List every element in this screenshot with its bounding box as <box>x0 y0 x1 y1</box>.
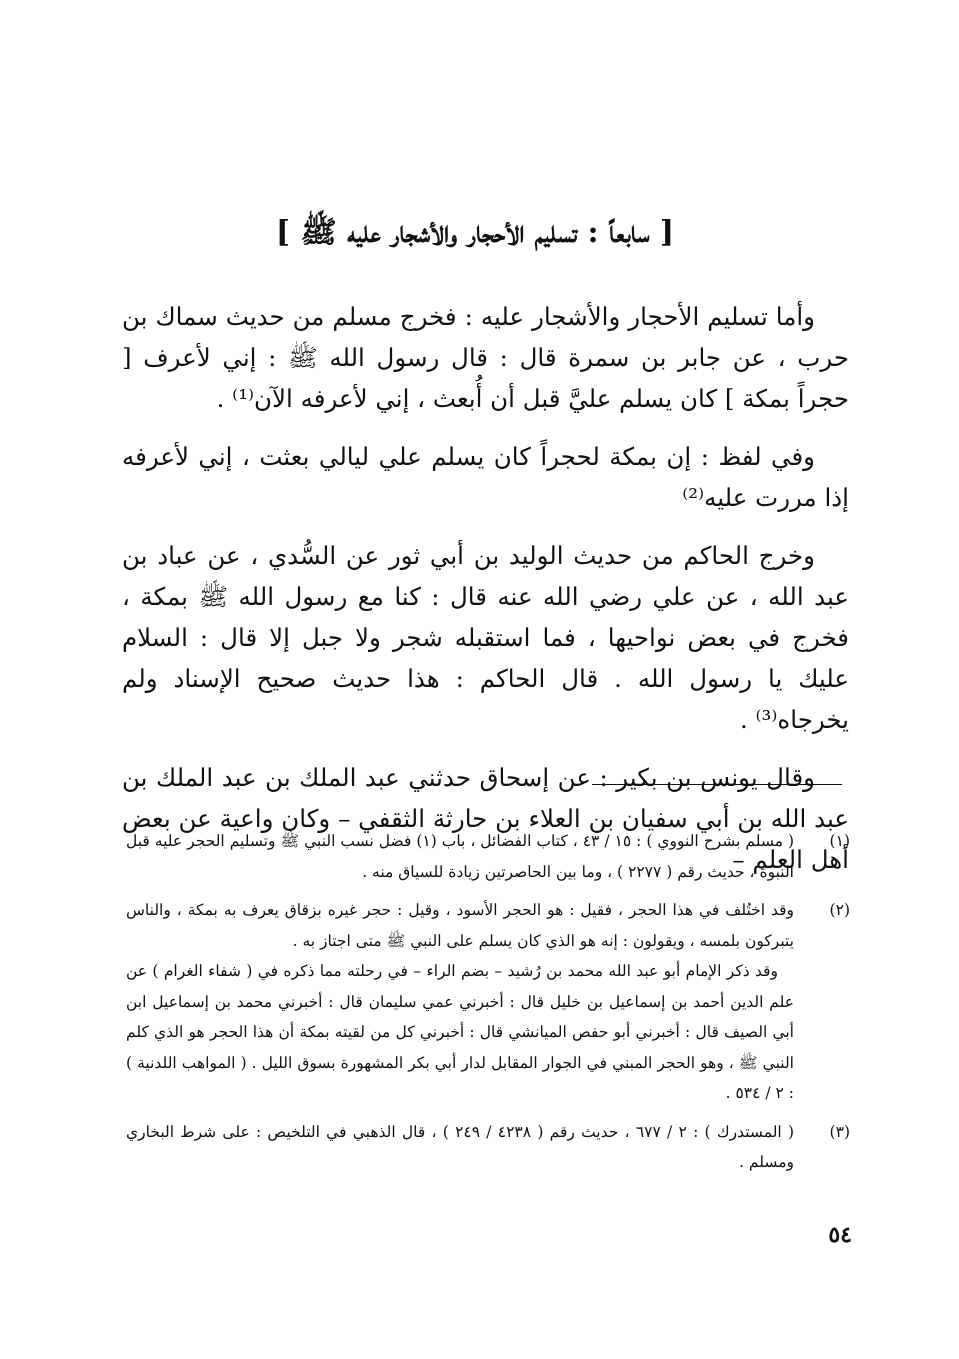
footnote-text <box>126 826 794 887</box>
footnote-separator <box>592 784 842 785</box>
footnote-line: وقد اختُلف في هذا الحجر ، فقيل : هو الحجر الأسود ، وقيل : حجر غيره بزقاق يعرف به بمكة ، والناس يتبركون بلمسه ، ويقولون : إنه هو الذي كان يسلم على النبي ﷺ متى اجتاز به . <box>126 901 794 950</box>
paragraph: وخرج الحاكم من حديث الوليد بن أبي ثور عن السُّدي ، عن عباد بن عبد الله ، عن علي رضي الله عنه قال : كنا مع رسول الله ﷺ بمكة ، فخرج في بعض نواحيها ، فما استقبله شجر ولا جبل إلا قال : السلام عليك يا رسول الله . قال الحاكم : هذا حديث صحيح الإسناد ولم يخرجاه⁽³⁾ . <box>122 541 849 734</box>
paragraph: وأما تسليم الأحجار والأشجار عليه : فخرج مسلم من حديث سماك بن حرب ، عن جابر بن سمرة قال : قال رسول الله ﷺ : إني لأعرف [ حجراً بمكة ] كان يسلم عليَّ قبل أن أُبعث ، إني لأعرفه الآن⁽¹⁾ . <box>122 302 849 413</box>
footnote-number: (٢) <box>829 901 850 919</box>
section-heading: [ سابعاً : تسليم الأحجار والأشجار عليه ﷺ ] <box>275 215 675 250</box>
page-number: ٥٤ <box>828 1222 852 1248</box>
main-text <box>122 296 849 897</box>
footnote-number: (٣) <box>829 1122 850 1141</box>
footnote <box>126 1117 850 1178</box>
footnote-line: ( مسلم بشرح النووي ) : ١٥ / ٤٣ ، كتاب الفضائل ، باب (١) فضل نسب النبي ﷺ وتسليم الحجر عليه قبل النبوة ، حديث رقم ( ٢٢٧٧ ) ، وما بين الحاصرتين زيادة للسياق منه . <box>126 832 794 881</box>
paragraph: وقال يونس بن بكير : عن إسحاق حدثني عبد الملك بن عبد الملك بن عبد الله بن أبي سفيان بن العلاء بن حارثة الثقفي – وكان واعية عن بعض أهل العلم – <box>122 763 849 874</box>
footnote-text <box>126 895 794 1109</box>
footnote-line: وقد ذكر الإمام أبو عبد الله محمد بن رُشيد – بضم الراء – في رحلته مما ذكره في ( شفاء الغرام ) عن علم الدين أحمد بن إسماعيل بن خليل قال : أخبرني عمي سليمان قال : أخبرني محمد بن إسماعيل ابن أبي الصيف قال : أخبرني أبو حفص الميانشي قال : أخبرني كل من لقيته بمكة أن هذا الحجر هو الذي كلم النبي ﷺ ، وهو الحجر المبني في الجوار المقابل لدار أبي بكر المشهورة بسوق الليل . ( المواهب اللدنية ) : ٢ / ٥٣٤ . <box>126 962 794 1102</box>
footnotes <box>126 826 850 1186</box>
footnote-number: (١) <box>829 832 850 850</box>
footnote <box>126 895 850 1109</box>
footnote <box>126 826 850 887</box>
paragraph: وفي لفظ : إن بمكة لحجراً كان يسلم علي ليالي بعثت ، إني لأعرفه إذا مررت عليه⁽²⁾ <box>122 442 849 512</box>
footnote-text <box>126 1117 794 1178</box>
footnote-line: ( المستدرك ) : ٢ / ٦٧٧ ، حديث رقم ( ٤٢٣٨ / ٢٤٩ ) ، قال الذهبي في التلخيص : على شرط البخاري ومسلم . <box>126 1122 795 1171</box>
